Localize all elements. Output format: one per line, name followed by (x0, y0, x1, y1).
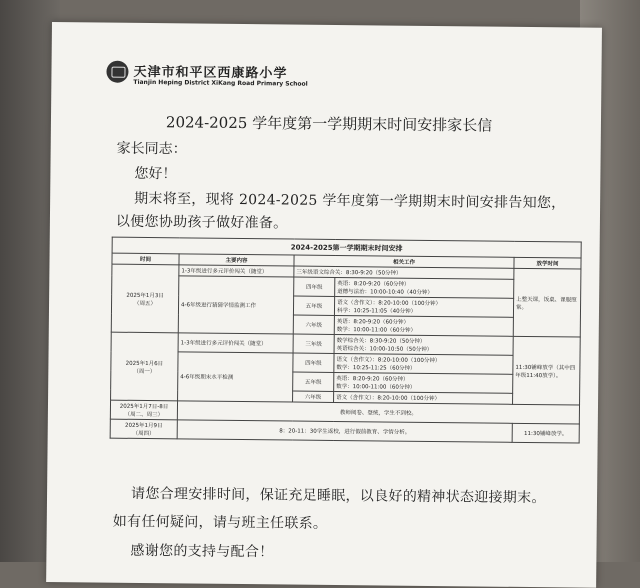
schedule-table (110, 237, 582, 444)
day2-g3-work-2: 英语综合关：10:00-10:50（50分钟） (336, 345, 433, 353)
day2-g5-work-1: 英语：8:20-9:20（60分钟） (336, 375, 409, 383)
school-name-en: Tianjin Heping District XiKang Road Primary School (133, 78, 308, 88)
day3-date-cell (110, 400, 177, 420)
closing-line-2: 如有任何疑问，请与班主任联系。 (112, 513, 328, 532)
day4-content: 8：20-11：30学生返校，进行假前教育、学情分析。 (177, 420, 512, 443)
header-work: 相关工作 (294, 255, 514, 268)
header-time: 时间 (112, 253, 179, 265)
day2-dismissal: 11:30铺峰放学（其中四年级11:40放学）。 (513, 336, 581, 405)
day2-g3-work (334, 334, 513, 355)
day3-weekday: （周二、周三） (124, 411, 164, 419)
day1-dismissal: 上整天课，饭桌、课服照常。 (513, 268, 581, 337)
day4-dismissal: 11:30铺峰放学。 (512, 423, 579, 443)
letter-paper (46, 22, 602, 588)
day2-g6: 六年级 (293, 391, 334, 402)
day2-g3: 三年级 (293, 334, 334, 353)
day3-date: 2025年1月7日-8日 (119, 403, 169, 411)
header-dismissal: 放学时间 (514, 257, 581, 269)
table-caption: 2024-2025第一学期期末时间安排 (112, 237, 581, 258)
day1-g6-work-2: 数学：10:00-11:00（60分钟） (336, 326, 417, 334)
day2-weekday: （周一） (133, 368, 156, 375)
day1-date-cell (111, 264, 179, 333)
day2-g4-work-1: 语文（含作文）：8:20-10:00（100分钟） (336, 356, 441, 365)
day2-g3-work-1: 数学综合关：8:30-9:20（50分钟） (336, 337, 426, 345)
intro-line-2: 以便您协助孩子做好准备。 (115, 213, 288, 232)
school-logo-icon (106, 61, 128, 83)
day1-g4-work-2: 道德与法治：10:00-10:40（40分钟） (337, 289, 433, 297)
day1-g5-work (334, 296, 513, 317)
day2-g4-work (334, 353, 513, 374)
day1-g5-work-2: 科学：10:25-11:05（40分钟） (336, 308, 417, 315)
day1-content-a: 1-3年级进行多元评价闯关（随堂） (179, 265, 294, 277)
day2-date: 2025年1月6日 (125, 360, 164, 367)
day1-g4: 四年级 (294, 277, 335, 296)
day2-g4: 四年级 (293, 353, 334, 372)
intro-line-1: 期末将至，现将 2024-2025 学年度第一学期期末时间安排告知您， (134, 190, 566, 212)
school-name-cn: 天津市和平区西康路小学 (133, 64, 288, 82)
letter-title: 2024-2025 学年度第一学期期末时间安排家长信 (165, 113, 493, 135)
day1-g6-work (334, 315, 513, 336)
day1-g5: 五年级 (293, 296, 334, 315)
day1-g6: 六年级 (293, 315, 334, 334)
day1-content-b: 4-6年级进行猜猜学情监测工作 (178, 276, 294, 334)
day2-content-a: 1-3年级进行多元评价闯关（随堂） (178, 333, 293, 353)
day1-g4-work (335, 277, 514, 298)
day2-g5-work (334, 372, 513, 393)
day3-note: 教师阅卷、登统，学生不到校。 (177, 401, 579, 424)
day1-weekday: （周五） (134, 300, 157, 307)
salutation: 家长同志： (116, 140, 187, 158)
day1-g5-work-1: 语文（含作文）：8:20-10:00（100分钟） (337, 300, 442, 308)
day4-date: 2025年1月9日 (124, 422, 163, 430)
day2-g5: 五年级 (293, 372, 334, 391)
day1-g3-work: 三年级语文综合关：8:30-9:20（50分钟） (294, 266, 514, 279)
day2-date-cell (111, 332, 179, 401)
day4-weekday: （周四） (132, 430, 155, 438)
day2-content-b: 4-6年级期末水平检测 (178, 352, 294, 402)
day2-g4-work-2: 数学：10:25-11:25（60分钟） (336, 364, 416, 372)
day1-g4-work-1: 英语：8:20-9:20（60分钟） (337, 281, 410, 288)
day4-date-cell (110, 419, 177, 439)
day2-g5-work-2: 数学：10:00-11:00（60分钟） (336, 383, 416, 391)
day2-g6-work: 语文（含作文）：8:20-10:00（100分钟） (334, 391, 513, 404)
header-content: 主要内容 (179, 254, 294, 266)
greeting: 您好！ (134, 165, 177, 183)
day1-date: 2025年1月3日 (126, 292, 164, 299)
day1-g6-work-1: 英语：8:20-9:20（60分钟） (336, 318, 410, 326)
closing-line-1: 请您合理安排时间，保证充足睡眠，以良好的精神状态迎接期末。 (130, 485, 546, 507)
closing-line-3: 感谢您的支持与配合！ (130, 542, 274, 561)
